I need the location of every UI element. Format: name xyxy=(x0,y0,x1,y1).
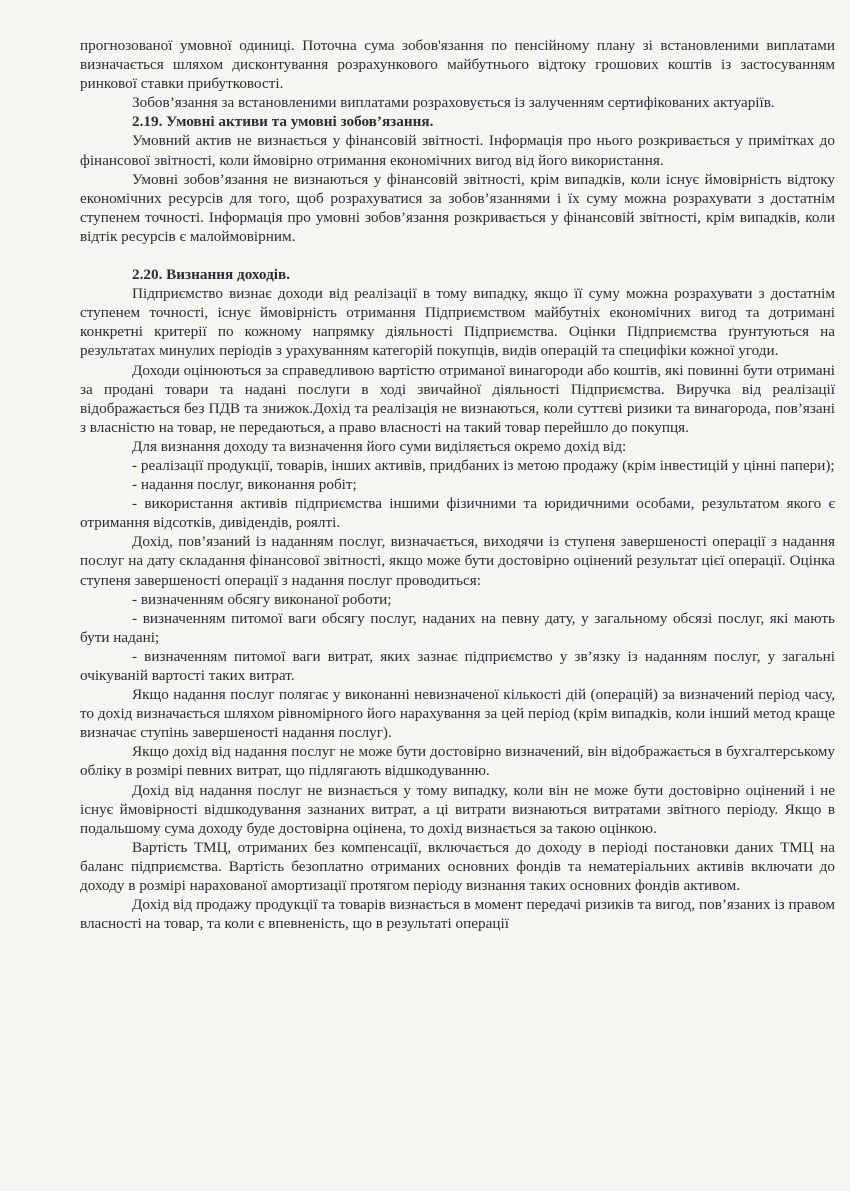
list-item: - визначенням питомої ваги обсягу послуг, наданих на певну дату, у загальному обсязі послуг, які мають бути надані; xyxy=(80,609,835,646)
list-item: - визначенням питомої ваги витрат, яких зазнає підприємство у зв’язку із наданням послуг, у загальні очікуваній вартості таких витрат. xyxy=(80,647,835,684)
paragraph: прогнозованої умовної одиниці. Поточна сума зобов'язання по пенсійному плану зі встановленими виплатами визначається шляхом дисконтування розрахункового майбутнього відтоку грошових коштів із застосуванням ринкової ставки прибутковості. xyxy=(80,37,835,93)
paragraph: Вартість ТМЦ, отриманих без компенсації, включається до доходу в періоді постановки даних ТМЦ на баланс підприємства. Вартість безоплатно отриманих основних фондів та нематеріальних активів включати до доходу в розмірі нарахованої амортизації протягом періоду визнання таких основних фондів активом. xyxy=(80,838,835,895)
paragraph: Умовний актив не визнається у фінансовій звітності. Інформація про нього розкривається у примітках до фінансової звітності, коли ймовірно отримання економічних вигод від його використання. xyxy=(80,132,835,169)
section-heading-2-20: 2.20. Визнання доходів. xyxy=(132,266,290,284)
paragraph: Умовні зобов’язання не визнаються у фінансовій звітності, крім випадків, коли існує ймовірність відтоку економічних ресурсів для того, щоб розрахуватися за зобов’язаннями і їх суму можна розрахувати з достатнім ступенем точності. Інформація про умовні зобов’язання розкривається у фінансовій звітності, крім випадків, коли відтік ресурсів є малоймовірним. xyxy=(80,170,835,245)
paragraph: Якщо надання послуг полягає у виконанні невизначеної кількості дій (операцій) за визначений період часу, то дохід визначається шляхом рівномірного його нарахування за цей період (крім випадків, коли інший метод краще визначає ступінь завершеності надання послуг). xyxy=(80,686,835,742)
paragraph: Дохід від продажу продукції та товарів визнається в момент передачі ризиків та вигод, пов’язаних із правом власності на товар, та коли є впевненість, що в результаті операції xyxy=(80,896,835,933)
document-body xyxy=(80,36,835,933)
spacer xyxy=(80,246,835,265)
paragraph: Доходи оцінюються за справедливою вартістю отриманої винагороди або коштів, які повинні бути отримані за продані товари та надані послуги в ході звичайної діяльності Підприємства. Виручка від реалізації відображається без ПДВ та знижок.Дохід та реалізація не визнаються, коли суттєві ризики та винагорода, пов’язані з власністю на товар, не передаються, а право власності на такий товар перейшло до покупця. xyxy=(80,361,835,436)
list-item: - використання активів підприємства іншими фізичними та юридичними особами, результатом якого є отримання відсотків, дивідендів, роялті. xyxy=(80,495,835,532)
paragraph: Якщо дохід від надання послуг не може бути достовірно визначений, він відображається в бухгалтерському обліку в розмірі певних витрат, що підлягають відшкодуванню. xyxy=(80,743,835,780)
paragraph: Для визнання доходу та визначення його суми виділяється окремо дохід від: xyxy=(132,437,627,455)
list-item: - визначенням обсягу виконаної роботи; xyxy=(132,590,392,608)
paragraph: Зобов’язання за встановленими виплатами розраховується із залученням сертифікованих актуаріїв. xyxy=(132,94,775,112)
section-heading-2-19: 2.19. Умовні активи та умовні зобов’язання. xyxy=(132,113,434,131)
list-item: - реалізації продукції, товарів, інших активів, придбаних із метою продажу (крім інвестицій у цінні папери); xyxy=(132,456,835,474)
list-item: - надання послуг, виконання робіт; xyxy=(132,476,357,494)
paragraph: Дохід від надання послуг не визнається у тому випадку, коли він не може бути достовірно оцінений і не існує ймовірності відшкодування зазнаних витрат, а ці витрати визнаються витратами звітного періоду. Якщо в подальшому сума доходу буде достовірна оцінена, то дохід визнається за такою оцінкою. xyxy=(80,781,835,837)
paragraph: Дохід, пов’язаний із наданням послуг, визначається, виходячи із ступеня завершеності операції з надання послуг на дату складання фінансової звітності, якщо може бути достовірно оцінений результат цієї операції. Оцінка ступеня завершеності операції з надання послуг проводиться: xyxy=(80,533,835,589)
paragraph: Підприємство визнає доходи від реалізації в тому випадку, якщо її суму можна розрахувати з достатнім ступенем точності, існує ймовірність отримання Підприємством майбутніх економічних вигод та дотримані конкретні критерії по кожному напрямку діяльності Підприємства. Оцінки Підприємства ґрунтуються на результатах минулих періодів з урахуванням категорій покупців, видів операцій та специфіки кожної угоди. xyxy=(80,285,835,360)
